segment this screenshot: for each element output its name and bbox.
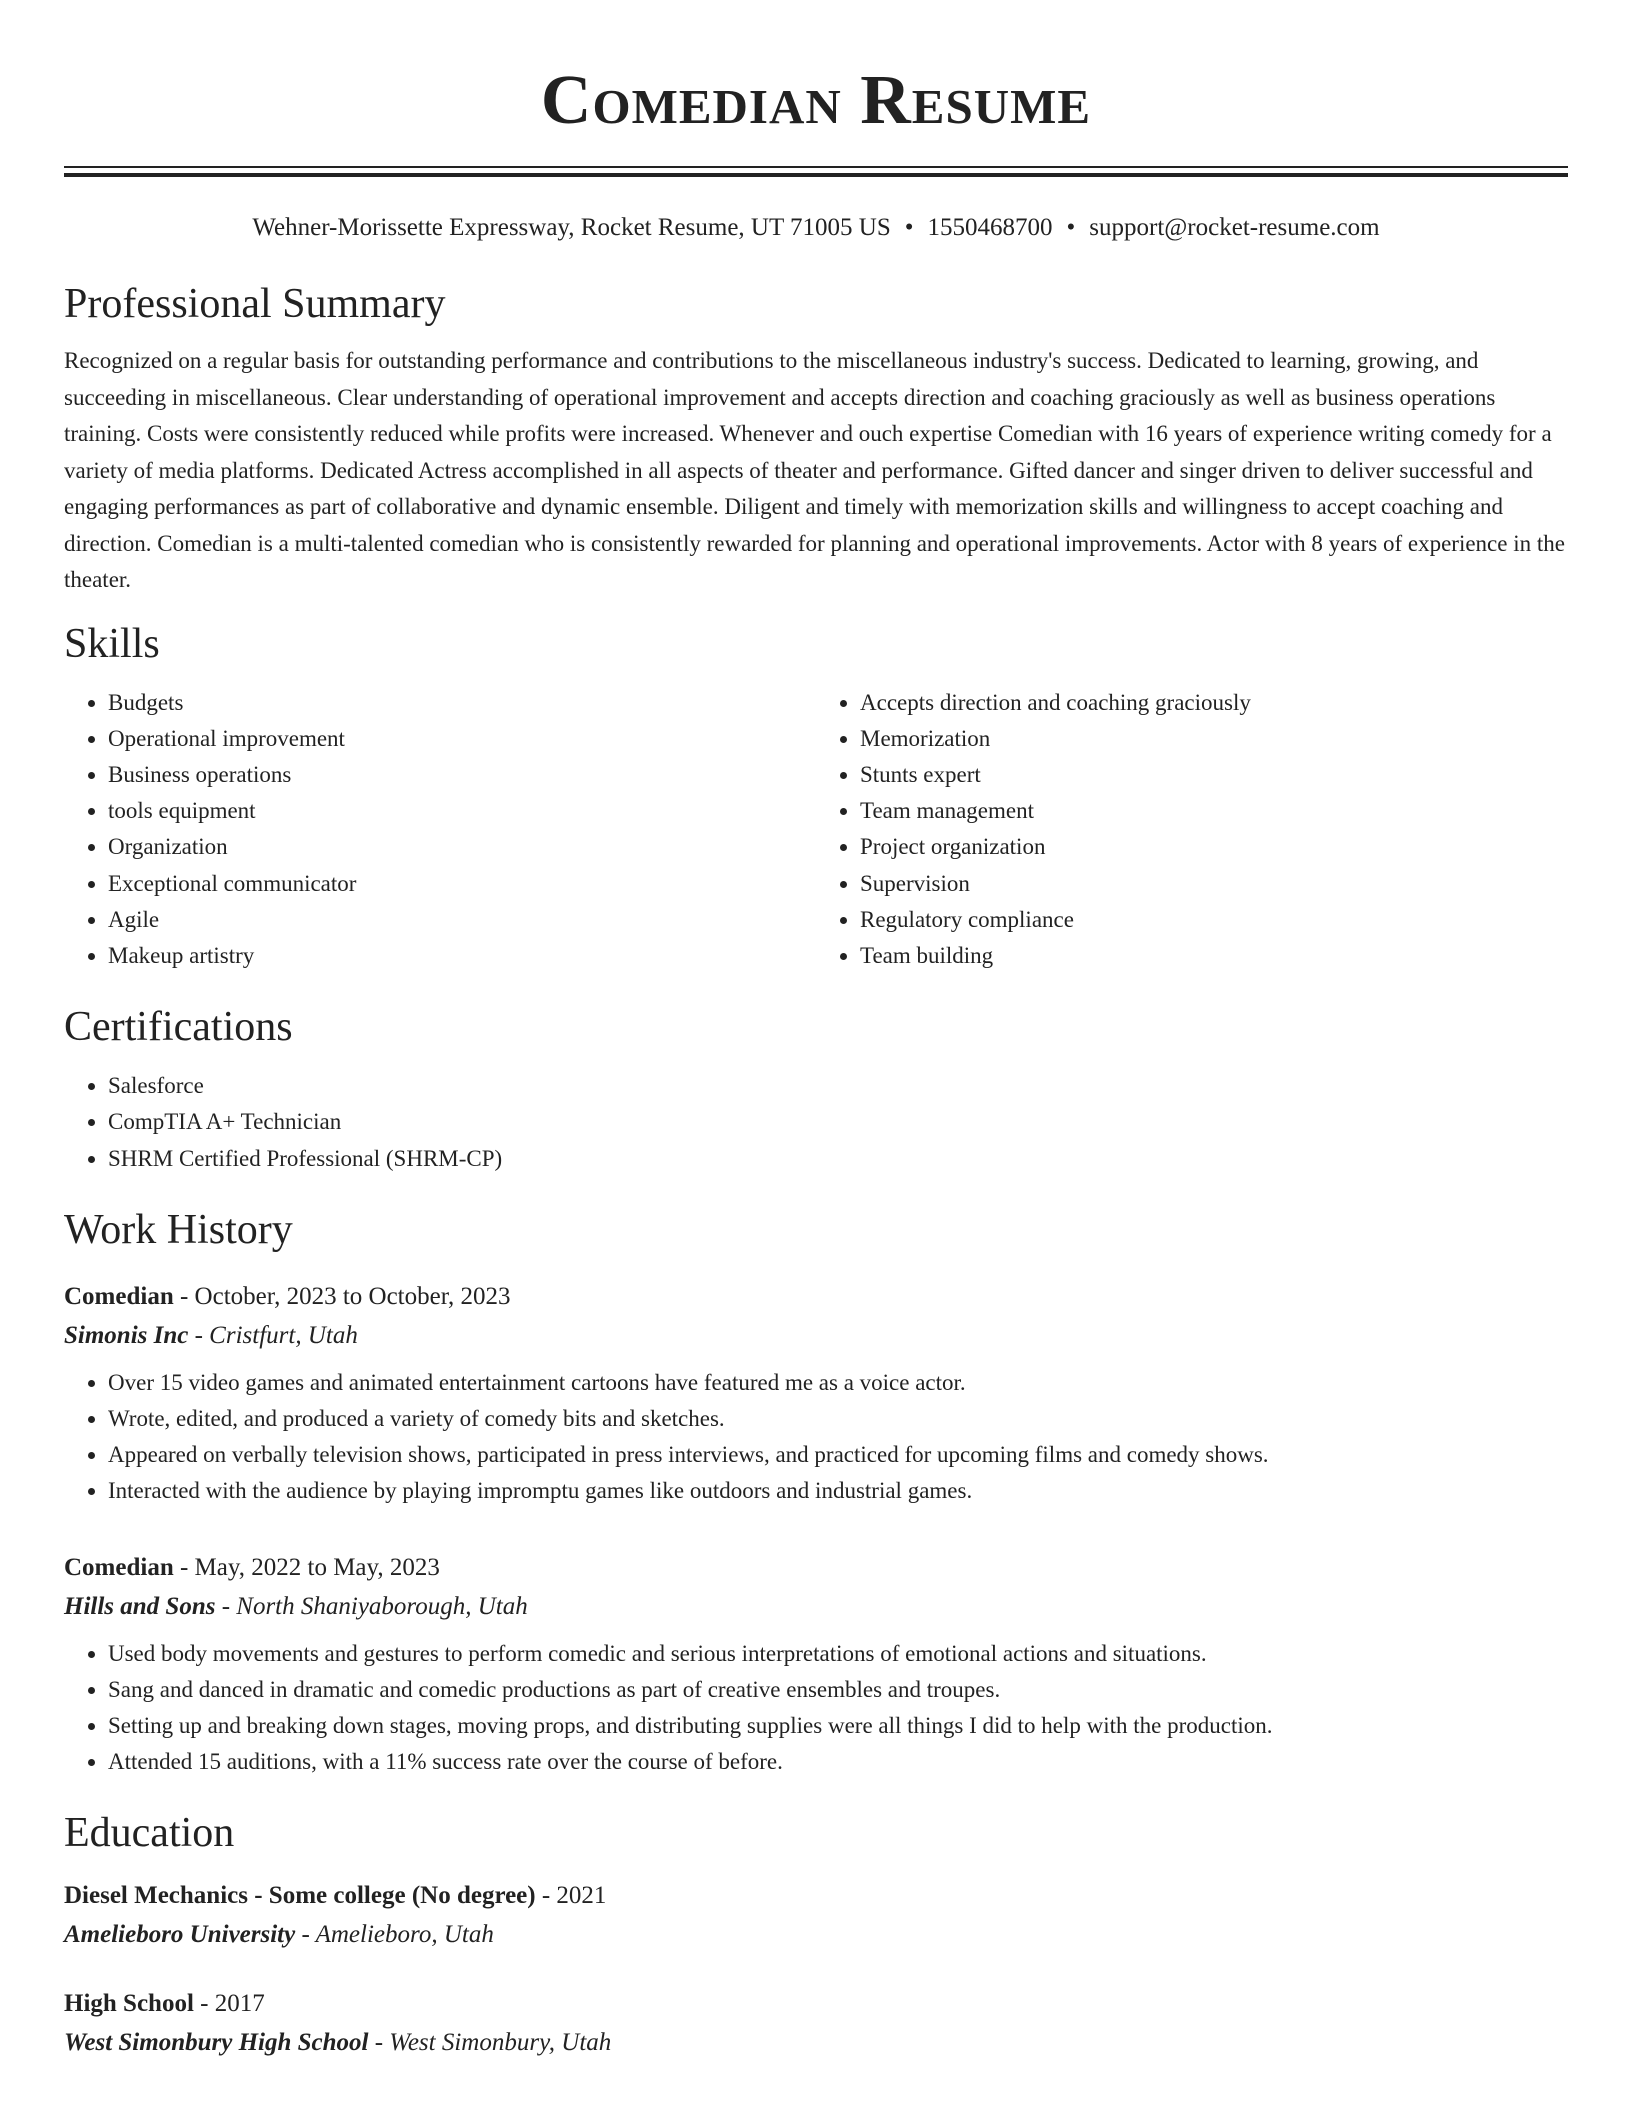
skill-item: • Memorization — [860, 721, 1568, 757]
work-history-heading: Work History — [64, 1206, 293, 1253]
job-duty: • Wrote, edited, and produced a variety of comedy bits and sketches. — [108, 1401, 1568, 1437]
job-location: - North Shaniyaborough, Utah — [215, 1592, 528, 1620]
education-year: - 2021 — [535, 1882, 607, 1910]
job-company: Simonis Inc — [64, 1321, 189, 1349]
skill-item: • Agile — [108, 902, 816, 938]
skill-item: • Supervision — [860, 866, 1568, 902]
skill-item: • tools equipment — [108, 793, 816, 829]
skills-list-left — [64, 685, 816, 975]
job-duty: • Sang and danced in dramatic and comedic productions as part of creative ensembles and troupes. — [108, 1672, 1568, 1708]
contact-phone[interactable]: 1550468700 — [927, 214, 1053, 241]
education-heading: Education — [64, 1810, 235, 1857]
job-duty: • Used body movements and gestures to perform comedic and serious interpretations of emotional actions and situations. — [108, 1636, 1568, 1672]
education-location: - West Simonbury, Utah — [368, 2029, 612, 2057]
job-employer-line — [64, 1587, 1568, 1626]
job-duties-list — [64, 1636, 1568, 1781]
contact-separator: • — [1066, 214, 1076, 241]
job-duty: • Attended 15 auditions, with a 11% success rate over the course of before. — [108, 1744, 1568, 1780]
education-degree-line — [64, 1876, 1568, 1915]
skill-item: • Business operations — [108, 757, 816, 793]
job-dates: - May, 2022 to May, 2023 — [173, 1553, 440, 1581]
education-entry — [64, 1984, 1568, 2062]
job-dates: - October, 2023 to October, 2023 — [173, 1282, 511, 1310]
skill-item: • Organization — [108, 829, 816, 865]
summary-text: Recognized on a regular basis for outstanding performance and contributions to the miscellaneous industry's success. Dedicated to learning, growing, and succeeding in miscellaneous. Clear understanding of operational improvement and accepts direction and coaching graciously as well as business operations training. Costs were consistently reduced while profits were increased. Whenever and ouch expertise Comedian with 16 years of experience writing comedy for a variety of media platforms. Dedicated Actress accomplished in all aspects of theater and performance. Gifted dancer and singer driven to deliver successful and engaging performances as part of collaborative and dynamic ensemble. Diligent and timely with memorization skills and willingness to accept coaching and direction. Comedian is a multi-talented comedian who is consistently rewarded for planning and operational improvements. Actor with 8 years of experience in the theater. — [64, 348, 1565, 592]
skills-list-right — [816, 685, 1568, 975]
education-degree: High School — [64, 1990, 194, 2018]
job-duty: • Over 15 video games and animated entertainment cartoons have featured me as a voice actor. — [108, 1365, 1568, 1401]
certification-item: • SHRM Certified Professional (SHRM-CP) — [108, 1141, 1568, 1177]
job-employer-line — [64, 1316, 1568, 1355]
education-school: West Simonbury High School — [64, 2029, 369, 2057]
skill-item: • Accepts direction and coaching graciously — [860, 685, 1568, 721]
education-year: - 2017 — [193, 1990, 265, 2018]
resume-title: Comedian Resume — [540, 62, 1092, 139]
certifications-heading: Certifications — [64, 1004, 293, 1051]
certification-item: • CompTIA A+ Technician — [108, 1104, 1568, 1140]
job-duty: • Interacted with the audience by playing impromptu games like outdoors and industrial games. — [108, 1473, 1568, 1509]
job-title-line — [64, 1277, 1568, 1316]
title-divider — [64, 166, 1568, 177]
skill-item: • Operational improvement — [108, 721, 816, 757]
job-title: Comedian — [64, 1553, 174, 1581]
education-school-line — [64, 2023, 1568, 2062]
contact-address: Wehner-Morissette Expressway, Rocket Resume, UT 71005 US — [252, 214, 891, 241]
education-school: Amelieboro University — [64, 1921, 296, 1949]
skill-item: • Budgets — [108, 685, 816, 721]
job-duty: • Appeared on verbally television shows, participated in press interviews, and practiced for upcoming films and comedy shows. — [108, 1437, 1568, 1473]
education-location: - Amelieboro, Utah — [295, 1921, 494, 1949]
skills-heading: Skills — [64, 620, 160, 667]
skill-item: • Team building — [860, 938, 1568, 974]
skill-item: • Project organization — [860, 829, 1568, 865]
contact-email[interactable]: support@rocket-resume.com — [1089, 214, 1380, 241]
job-duties-list — [64, 1365, 1568, 1510]
job-title: Comedian — [64, 1282, 174, 1310]
education-entry — [64, 1876, 1568, 1954]
job-location: - Cristfurt, Utah — [188, 1321, 358, 1349]
skill-item: • Team management — [860, 793, 1568, 829]
skill-item: • Exceptional communicator — [108, 866, 816, 902]
contact-separator: • — [904, 214, 914, 241]
skills-columns — [64, 685, 1568, 975]
certification-item: • Salesforce — [108, 1068, 1568, 1104]
skill-item: • Regulatory compliance — [860, 902, 1568, 938]
job-duty: • Setting up and breaking down stages, moving props, and distributing supplies were all things I did to help with the production. — [108, 1708, 1568, 1744]
job-entry — [64, 1548, 1568, 1781]
job-entry — [64, 1277, 1568, 1510]
education-degree-line — [64, 1984, 1568, 2023]
certifications-list — [64, 1068, 1568, 1177]
education-school-line — [64, 1915, 1568, 1954]
contact-line — [64, 211, 1568, 245]
summary-heading: Professional Summary — [64, 281, 446, 327]
skill-item: • Makeup artistry — [108, 938, 816, 974]
job-title-line — [64, 1548, 1568, 1587]
education-degree: Diesel Mechanics - Some college (No degree) — [64, 1882, 536, 1910]
skill-item: • Stunts expert — [860, 757, 1568, 793]
job-company: Hills and Sons — [64, 1592, 216, 1620]
